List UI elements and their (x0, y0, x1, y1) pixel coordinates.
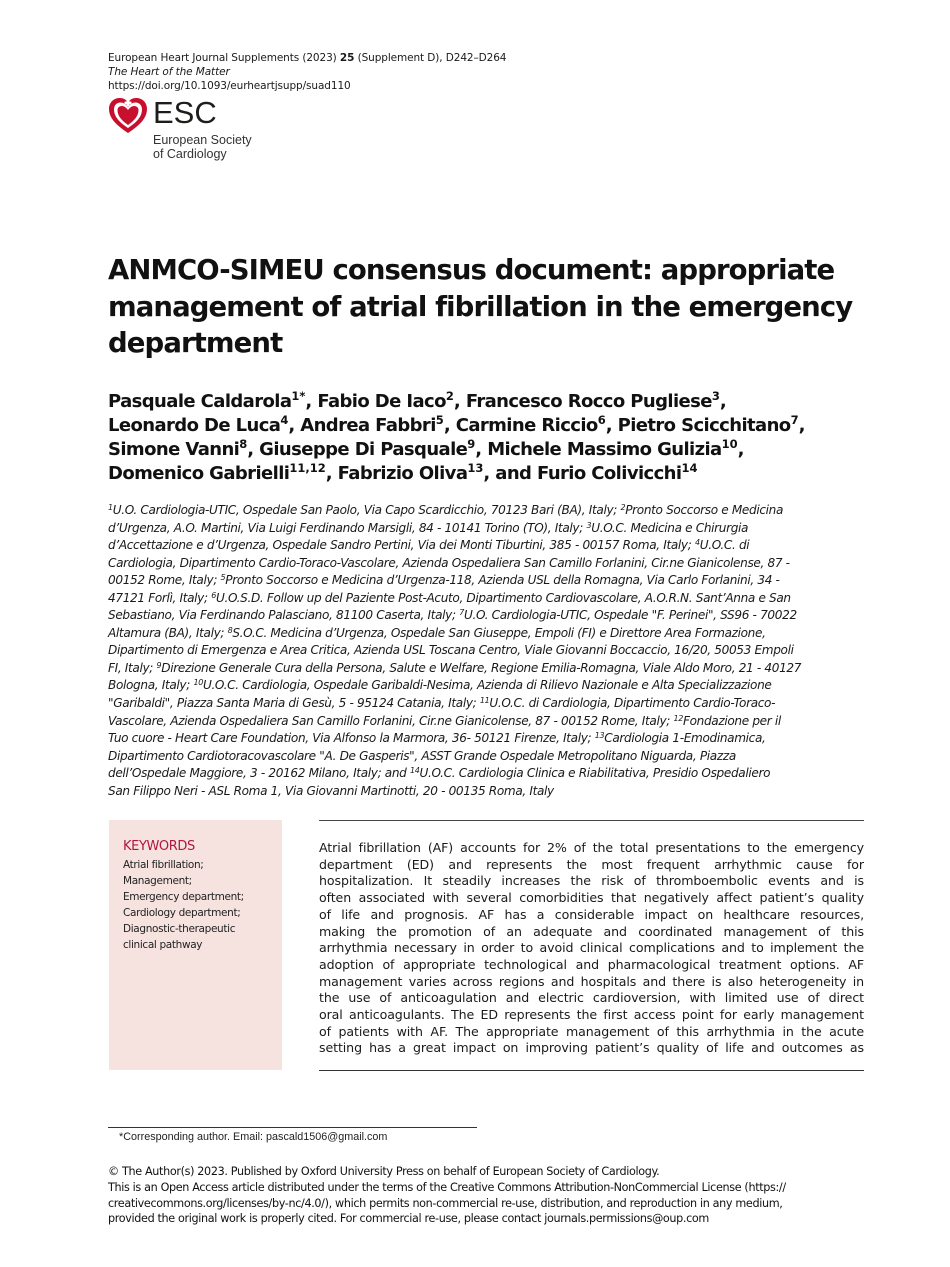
article-title (108, 252, 853, 362)
affiliation-number: 1 (108, 503, 113, 512)
affiliation-text: FI, Italy; (108, 660, 157, 675)
author-affiliation-marker: 5 (435, 413, 444, 427)
author-separator: , (453, 391, 466, 412)
affiliation-text: d’Accettazione e d’Urgenza, Ospedale Sandro Pertini, Via dei Monti Tiburtini, 385 - 00157 Roma, Italy; (108, 538, 695, 553)
affiliation-text: Cardiologia, Dipartimento Cardio-Toraco-Vascolare, Azienda Ospedaliera San Camillo Forlanini, Cir.ne Gianicolense, 87 - (108, 555, 790, 570)
keyword: Atrial fibrillation; (123, 859, 204, 871)
author-separator: , (443, 415, 456, 436)
author-name: Simone Vanni (108, 439, 240, 460)
author-affiliation-marker: 14 (681, 461, 698, 475)
affiliation-text: d’Urgenza, A.O. Martini, Via Luigi Ferdinando Marsigli, 84 - 10141 Torino (TO), Italy; (108, 520, 587, 535)
abstract-line: Atrial fibrillation (AF) accounts for 2% of the total presentations to the emergency (319, 840, 864, 855)
journal-volume: 25 (339, 52, 355, 64)
logo-line-1: European Society (153, 133, 252, 147)
doi-link[interactable]: https://doi.org/10.1093/eurheartjsupp/suad110 (108, 80, 351, 92)
affiliation-line (108, 625, 878, 643)
journal-name: European Heart Journal Supplements (2023) (108, 52, 340, 64)
affiliation-text: Pronto Soccorso e Medicina (625, 503, 784, 517)
esc-heart-icon (108, 97, 148, 135)
affiliation-number: 8 (227, 625, 233, 635)
abstract-line: oral anticoagulants. The ED represents the first access point for early management (319, 1007, 864, 1023)
keywords-box (109, 820, 282, 1070)
footnote-divider (108, 1127, 477, 1128)
journal-citation (108, 51, 506, 65)
affiliation-text: San Filippo Neri - ASL Roma 1, Via Giovanni Martinotti, 20 - 00135 Roma, Italy (108, 783, 554, 798)
affiliation-line (108, 695, 878, 713)
affiliation-line (108, 783, 878, 801)
abstract-line: the use of anticoagulation and electric cardioversion, with limited use of direct (319, 990, 864, 1006)
author-affiliation-marker: 8 (239, 437, 248, 451)
title-line: ANMCO-SIMEU consensus document: appropriate (108, 254, 835, 286)
author-name: Andrea Fabbri (300, 415, 436, 436)
author-name: Giuseppe Di Pasquale (259, 439, 468, 460)
author-separator: , (305, 391, 318, 412)
affiliation-line (108, 642, 878, 660)
author-name: Fabrizio Oliva (337, 463, 468, 484)
affiliation-line (108, 537, 878, 555)
affiliation-text: U.O.C. di (699, 538, 750, 553)
logo-full-name (153, 133, 252, 161)
author-line (108, 462, 848, 486)
affiliation-line (108, 520, 878, 538)
affiliation-text: Direzione Generale Cura della Persona, Salute e Welfare, Regione Emilia-Romagna, Viale Aldo Moro, 21 - 40127 (161, 660, 802, 675)
author-list (108, 390, 848, 486)
logo-acronym: ESC (153, 95, 217, 130)
abstract-top-divider (319, 820, 864, 821)
abstract-line: of life and prognosis. AF has a considerable impact on healthcare resources, (319, 906, 864, 922)
affiliation-text: 00152 Rome, Italy; (108, 573, 221, 588)
abstract-bottom-divider (319, 1070, 864, 1071)
abstract-line: hospitalization. It steadily increases the risk of thromboembolic events and is (319, 873, 864, 889)
author-separator: , and (483, 463, 538, 484)
author-name: Leonardo De Luca (108, 415, 281, 436)
author-affiliation-marker: 7 (790, 413, 799, 427)
license-line: creativecommons.org/licenses/by-nc/4.0/), which permits non-commercial re-use, distribution, and reproduction in any medium, (108, 1196, 783, 1210)
affiliation-line (108, 607, 878, 625)
abstract-line: setting has a great impact on improving patient’s quality of life and outcomes as (319, 1040, 864, 1056)
author-separator: , (247, 439, 260, 460)
keyword: Cardiology department; (123, 907, 241, 919)
affiliation-line (108, 748, 878, 766)
author-affiliation-marker: 1* (291, 389, 306, 403)
affiliation-text: U.O.C. Cardiologia Clinica e Riabilitativa, Presidio Ospedaliero (419, 766, 771, 781)
affiliation-text: S.O.C. Medicina d’Urgenza, Ospedale San Giuseppe, Empoli (FI) e Direttore Area Formazione, (232, 625, 766, 640)
affiliation-text: Cardiologia 1-Emodinamica, (604, 731, 766, 746)
esc-logo (108, 97, 268, 163)
keyword: Diagnostic-therapeutic (123, 923, 236, 935)
affiliation-text: U.O.C. Medicina e Chirurgia (591, 520, 749, 535)
affiliation-text: Fondazione per il (683, 713, 781, 728)
author-affiliation-marker: 11,12 (289, 461, 326, 475)
affiliation-number: 9 (156, 660, 162, 670)
affiliation-text: U.O. Cardiologia-UTIC, Ospedale San Paolo, Via Capo Scardicchio, 70123 Bari (BA), Italy; (112, 503, 621, 517)
affiliation-text: Dipartimento di Emergenza e Area Critica, Azienda USL Toscana Centro, Viale Giovanni Boccaccio, 16/20, 50053 Empoli (108, 643, 794, 658)
affiliation-text: Sebastiano, Via Ferdinando Palasciano, 81100 Caserta, Italy; (108, 608, 460, 623)
affiliation-text: U.O.S.D. Follow up del Paziente Post-Acuto, Dipartimento Cardiovascolare, A.O.R.N. Sant’Anna e San (215, 590, 791, 605)
author-line (108, 414, 848, 438)
affiliation-text: "Garibaldi", Piazza Santa Maria di Gesù, 5 - 95124 Catania, Italy; (108, 696, 480, 711)
author-separator: , (325, 463, 338, 484)
author-separator: , (605, 415, 618, 436)
author-affiliation-marker: 13 (467, 461, 484, 475)
author-name: Pietro Scicchitano (617, 415, 791, 436)
affiliation-line (108, 677, 878, 695)
logo-line-2: of Cardiology (153, 147, 227, 161)
affiliation-line (108, 572, 878, 590)
affiliation-text: Pronto Soccorso e Medicina d’Urgenza-118, Azienda USL della Romagna, Via Carlo Forlanini, 34 - (225, 573, 780, 588)
affiliation-number: 7 (459, 608, 464, 618)
affiliation-line (108, 765, 878, 783)
author-name: Domenico Gabrielli (108, 463, 290, 484)
affiliation-number: 12 (673, 713, 683, 723)
author-separator: , (475, 439, 488, 460)
affiliation-number: 13 (594, 731, 605, 741)
affiliation-text: U.O.C. di Cardiologia, Dipartimento Cardio-Toraco- (489, 696, 776, 711)
affiliation-text: dell’Ospedale Maggiore, 3 - 20162 Milano, Italy; and (108, 766, 410, 781)
affiliations (108, 502, 878, 800)
abstract-line: making the promotion of an adequate and coordinated management of this (319, 923, 864, 939)
affiliation-line (108, 555, 878, 573)
title-line: management of atrial fibrillation in the emergency (108, 290, 853, 323)
abstract-line: adoption of appropriate technological and pharmacological treatment options. AF (319, 956, 864, 972)
abstract-line: department (ED) and represents the most frequent arrhythmic cause for (319, 856, 864, 872)
author-affiliation-marker: 6 (597, 413, 606, 427)
affiliation-text: Bologna, Italy; (108, 678, 194, 693)
affiliation-text: U.O. Cardiologia-UTIC, Ospedale "F. Perinei", SS96 - 70022 (463, 608, 797, 623)
author-name: Michele Massimo Gulizia (487, 439, 722, 460)
affiliation-text: Altamura (BA), Italy; (108, 625, 228, 640)
journal-pages: (Supplement D), D242–D264 (354, 52, 507, 64)
affiliation-number: 3 (586, 520, 592, 530)
author-name: Carmine Riccio (455, 415, 598, 436)
affiliation-number: 11 (479, 696, 490, 706)
affiliation-line (108, 730, 878, 748)
abstract-line: management varies across regions and hospitals and there is also heterogeneity in (319, 973, 864, 989)
author-name: Francesco Rocco Pugliese (465, 391, 712, 412)
abstract-line: arrhythmia necessary in order to avoid clinical complications and to implement the (319, 940, 864, 956)
affiliation-number: 14 (410, 766, 420, 776)
affiliation-text: U.O.C. Cardiologia, Ospedale Garibaldi-Nesima, Azienda di Rilievo Nazionale e Alta Specializzazione (202, 678, 772, 693)
author-affiliation-marker: 3 (711, 389, 720, 403)
keyword: clinical pathway (123, 939, 203, 951)
abstract-line: of patients with AF. The appropriate management of this arrhythmia in the acute (319, 1023, 864, 1039)
corresponding-author-note: *Corresponding author. Email: pascald1506@gmail.com (119, 1131, 388, 1143)
keyword: Management; (123, 875, 192, 887)
author-affiliation-marker: 2 (445, 389, 454, 403)
abstract-line: often associated with several comorbidities that negatively affect patient’s quality (319, 890, 864, 906)
author-name: Pasquale Caldarola (108, 391, 292, 412)
author-line (108, 390, 848, 414)
author-separator: , (288, 415, 301, 436)
author-name: Furio Colivicchi (537, 463, 682, 484)
keywords-list (123, 857, 244, 953)
license-line: This is an Open Access article distributed under the terms of the Creative Commons Attribution-NonCommercial License (https:// (108, 1180, 786, 1194)
affiliation-text: Dipartimento Cardiotoracovascolare "A. De Gasperis", ASST Grande Ospedale Metropolitano Niguarda, Piazza (108, 748, 736, 763)
affiliation-number: 10 (193, 678, 203, 688)
author-line (108, 438, 848, 462)
keywords-heading: KEYWORDS (123, 839, 195, 854)
affiliation-number: 5 (220, 573, 226, 583)
author-affiliation-marker: 9 (467, 437, 476, 451)
author-affiliation-marker: 4 (280, 413, 289, 427)
abstract (319, 840, 864, 1057)
affiliation-text: Tuo cuore - Heart Care Foundation, Via Alfonso la Marmora, 36- 50121 Firenze, Italy; (108, 731, 595, 746)
author-affiliation-marker: 10 (721, 437, 738, 451)
author-name: Fabio De Iaco (317, 391, 446, 412)
license-line: provided the original work is properly cited. For commercial re-use, please contact journals.permissions@oup.com (108, 1212, 709, 1226)
affiliation-number: 6 (211, 590, 216, 600)
license-statement (108, 1164, 868, 1227)
affiliation-line (108, 713, 878, 731)
affiliation-line (108, 502, 878, 520)
affiliation-number: 4 (694, 538, 700, 548)
keyword: Emergency department; (123, 891, 244, 903)
affiliation-number: 2 (620, 503, 626, 512)
affiliation-line (108, 660, 878, 678)
copyright-line: © The Author(s) 2023. Published by Oxford University Press on behalf of European Society of Cardiology. (108, 1165, 660, 1178)
affiliation-text: Vascolare, Azienda Ospedaliera San Camillo Forlanini, Cir.ne Gianicolense, 87 - 00152 Rome, Italy; (108, 713, 674, 728)
title-line: department (108, 327, 283, 359)
author-separator: , (737, 439, 744, 460)
affiliation-line (108, 590, 878, 608)
affiliation-text: 47121 Forlì, Italy; (108, 590, 212, 605)
author-separator: , (719, 391, 727, 412)
article-section: The Heart of the Matter (108, 66, 230, 78)
author-separator: , (798, 415, 805, 436)
